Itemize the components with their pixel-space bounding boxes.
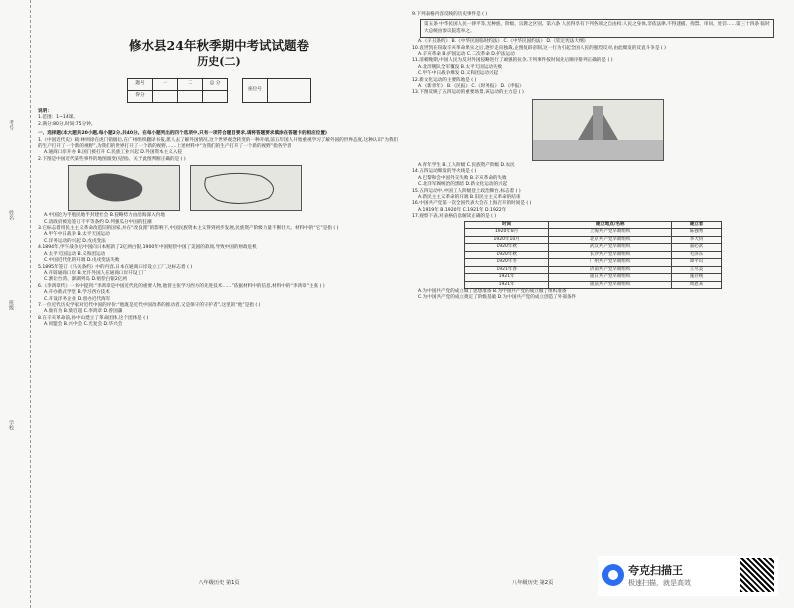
- note-item: 2.满分:80分,时间:75分钟。: [38, 121, 96, 127]
- table-row: [465, 281, 722, 289]
- question-text: 17.观察下表,对表格信息解读正确的是 ( ): [412, 214, 497, 220]
- question-list-1b: [38, 213, 400, 328]
- exam-subtitle: 历史(二): [197, 55, 241, 68]
- table-cell: 周恩来: [672, 281, 722, 289]
- table-cell: 1920年秋: [465, 244, 549, 252]
- question-text: 10.袁世凯在窃取辛亥革命果实之后,逐步走向独裁,企图复辟帝制,这一行为引起全国人民的强烈反对,由此爆发的反袁斗争是 ( ): [412, 45, 666, 51]
- qr-code-icon: [740, 558, 774, 592]
- question-options: C.洋务运动的兴起 D.戊戌变法: [44, 238, 106, 244]
- table-cell: 李大钊: [672, 236, 722, 244]
- table-row: [465, 236, 722, 244]
- table-cell: 谭平山: [672, 259, 722, 267]
- strip-label: 姓名: [8, 210, 14, 220]
- seat-table: [242, 78, 311, 103]
- map-illustration: [191, 166, 301, 210]
- question-options: A.开辟通商口岸 B.允许外国人在通商口岸开设工厂: [44, 270, 147, 276]
- binding-strip: [0, 0, 31, 608]
- question-options: A.康有为 B.梁启超 C.李鸿章 D.曾国藩: [44, 309, 123, 315]
- seat-cell: [268, 79, 311, 103]
- question-text: 8.在辛亥革命前,孙中山建立了革命团体,这个团体是 ( ): [38, 315, 149, 321]
- table-cell: 广州共产党早期组织: [549, 259, 672, 267]
- question-text: 12.新文化运动的主要阵地是 ( ): [412, 77, 477, 83]
- table-cell: 武汉共产党早期组织: [549, 244, 672, 252]
- score-area: [38, 78, 400, 103]
- question-text: 9.下列表格内容反映的历史事件是 ( ): [412, 12, 488, 17]
- table-row: [465, 244, 722, 252]
- table-cell: 1921年: [465, 281, 549, 289]
- map-figure-2: [190, 165, 302, 211]
- exam-title: 修水县24年秋季期中考试试题卷: [129, 38, 309, 53]
- table-header: 建立者: [672, 221, 722, 229]
- question-options: A.《新青年》 B.《民报》 C.《时务报》 D.《申报》: [418, 84, 524, 90]
- table-cell: 施存统: [672, 274, 722, 282]
- map-illustration: [69, 166, 179, 210]
- question-options: A.同盟会 B.兴中会 C.光复会 D.华兴会: [44, 322, 123, 328]
- scanner-name: 夸克扫描王: [628, 564, 683, 577]
- question-text: 6.《李鸿章传》一书中提到:“李鸿章是中国近代化的重要人物,他曾主张学习西方的先进技术……”依据材料中的信息,材料中的“李鸿章”主张 ( ): [38, 283, 325, 289]
- question-options: A.新民主主义革命的开端 B.旧民主主义革命的结束: [418, 194, 521, 200]
- question-options: A.《辛丑条约》 B.《中华民国临时约法》 C.《中华民国约法》 D.《钦定宪法大纲》: [418, 39, 589, 45]
- question-options: A.太平天国运动 B.义和团运动: [44, 251, 106, 257]
- notes-label: 说明：: [38, 109, 52, 114]
- question-options: C.清政府被迫签订不平等条约 D.列强瓜分中国的狂潮: [44, 219, 152, 225]
- score-cell: [178, 91, 203, 103]
- table-header: 建立地点/名称: [549, 221, 672, 229]
- strip-label: 学校: [8, 420, 14, 430]
- question-text: 1.《中国近代史》载:林则徐在虎门销烟后,在广州组织翻译书报,派人去了解外国情况,这个世界观念转变的一种开端,前五年国人开始重视学习了解外国的世界态度,这种认识“为我们的生产打开了一个新的视野”,为我们的世界打开了一个新的视野,……上述材料中“为我们的生产打开了一个新的视野”指各学者: [38, 137, 399, 150]
- question-options: C.中国近代化的开端 D.戊戌变法失败: [44, 258, 120, 264]
- score-header: 二: [178, 79, 203, 91]
- table-cell: 董必武: [672, 244, 722, 252]
- table-cell: 上海共产党早期组织: [549, 229, 672, 237]
- table-row: [465, 274, 722, 282]
- question-text: 14.五四运动爆发的导火线是 ( ): [412, 169, 477, 175]
- note-item: 1.范围：1~14课。: [38, 115, 78, 121]
- table-cell: 1920年冬: [465, 259, 549, 267]
- question-text: 7.一位近代历史学家对近代中国的评价:“他既是近代中国改革的推动者,又是保守的守护者”,这里的“他”是指 ( ): [38, 302, 261, 308]
- question-options: C.开设洋务企业 D.创办近代海军: [44, 296, 111, 302]
- question-options: A.通商口岸开办 B.国门被打开 C.民族工业兴起 D.外国资本主义入侵: [44, 150, 183, 156]
- score-table: [127, 78, 228, 103]
- score-header: 总 分: [203, 79, 228, 91]
- table-cell: 1920年10月: [465, 236, 549, 244]
- question-options: C.割让台湾、澎湖列岛 D.赔偿白银2亿两: [44, 277, 127, 283]
- question-text: 5.1895年签订《马关条约》中的内容,日本在通商口岸设立工厂,这标志着 ( ): [38, 264, 193, 270]
- table-cell: 长沙共产党早期组织: [549, 251, 672, 259]
- question-text: 3.它标志着用民主主义革命改造旧的国家,并在“改良派”的影响下,中国民族资本主义得到初步发展,民族资产阶级力量不断壮大。材料中的“它”是指 ( ): [38, 226, 339, 232]
- table-cell: 1921年: [465, 274, 549, 282]
- table-row: [465, 266, 722, 274]
- page-footer: 八年级历史 第2页: [512, 579, 554, 586]
- question-options: A.1919年 B.1920年 C.1921年 D.1922年: [418, 207, 507, 213]
- question-options: A.甲午中日战争 B.太平天国运动: [44, 232, 110, 238]
- quote-box: 第五条 中华民国人民一律平等,无种族、阶级、宗教之区别。第六条 人民得享有下列各项之自由权:人民之身体,非依法律,不得逮捕、拘禁、审问、处罚……第三十四条 临时大总统由参议院选举之。: [420, 19, 774, 38]
- question-options: A.为中国共产党的成立做了思想准备 B.为中国共产党的成立做了组织准备: [418, 289, 567, 295]
- question-text: 4.1894年,甲午战争后中国向日本赔款了2亿两白银,1900年中国赔偿中国了美国的款项,导致中国的财政危机: [38, 245, 257, 251]
- table-cell: 王尽美: [672, 266, 722, 274]
- question-options: A.辛亥革命 B.护国运动 C.二次革命 D.护法运动: [418, 52, 515, 58]
- table-cell: 旅法共产党早期组织: [549, 281, 672, 289]
- question-text: 16.中国共产党第一次全国代表大会在上海召开的时间是 ( ): [412, 201, 532, 207]
- strip-label: 考号: [8, 120, 14, 130]
- photo-figure: [532, 99, 664, 161]
- question-list-1: [38, 138, 400, 164]
- table-cell: 济南共产党早期组织: [549, 266, 672, 274]
- question-text: 13.下图反映了五四运动的重要场景,该运动的主力是 ( ): [412, 90, 524, 96]
- section-heading: 一、选择题(本大题共20小题,每小题2分,共40分。在每小题列出的四个选项中,只有一项符合题目要求,请将答题要求填涂在答题卡的相应位置): [38, 131, 328, 137]
- question-options: C.为中国共产党的成立奠定了阶级基础 D.为中国共产党的成立创造了外部条件: [418, 295, 577, 301]
- table-row: [465, 259, 722, 267]
- question-options: C.甲午中日战争爆发 D.义和团运动兴起: [418, 71, 499, 77]
- question-text: 15.五四运动中,中国工人阶级登上政治舞台,标志着 ( ): [412, 188, 521, 194]
- data-table: [464, 221, 722, 290]
- table-cell: 毛泽东: [672, 251, 722, 259]
- table-cell: 1920年秋: [465, 251, 549, 259]
- table-cell: 陈独秀: [672, 229, 722, 237]
- page-1: [38, 38, 400, 586]
- table-header: 时间: [465, 221, 549, 229]
- monument-illustration: [533, 100, 663, 160]
- table-row: [465, 251, 722, 259]
- question-text: 11.清朝晚期,中国人民为反对外国侵略进行了顽强的抗争,下列事件按时间先后顺序排列正确的是 ( ): [412, 58, 613, 64]
- question-options: A.巴黎和会中国外交失败 B.辛亥革命的失败: [418, 175, 507, 181]
- seat-label: 座位号: [243, 79, 268, 103]
- map-figures: [68, 165, 400, 211]
- map-figure-1: [68, 165, 180, 211]
- table-cell: 1921年春: [465, 266, 549, 274]
- score-header: 题号: [128, 79, 153, 91]
- table-row: [465, 229, 722, 237]
- notes: [38, 109, 400, 128]
- page-footer: 八年级历史 第1页: [198, 579, 240, 586]
- scanner-slogan: 极速扫描，就是高效: [628, 579, 691, 587]
- score-header: 一: [153, 79, 178, 91]
- scanner-watermark: [598, 556, 778, 596]
- table-cell: 北京共产党早期组织: [549, 236, 672, 244]
- question-options: A.青年学生 B.工人阶级 C.民族资产阶级 D.农民: [418, 162, 515, 168]
- page-2: [412, 12, 782, 586]
- score-row-label: 得分: [128, 91, 153, 103]
- question-options: A.开办新式学堂 B.学习西方技术: [44, 290, 110, 296]
- scanner-logo-icon: [602, 564, 624, 586]
- question-text: 2.下图是中国近代某些事件的地图演变(见图)。关于此图判断正确的是 ( ): [38, 156, 186, 162]
- table-cell: 1920年8月: [465, 229, 549, 237]
- question-options: C.北洋军阀统治的黑暗 D.新文化运动的兴起: [418, 182, 508, 188]
- score-cell: [203, 91, 228, 103]
- table-cell: 旅日共产党早期组织: [549, 274, 672, 282]
- score-cell: [153, 91, 178, 103]
- question-options: A.中国沦为半殖民地半封建社会 B.侵略势力由沿海深入内地: [44, 213, 165, 219]
- strip-label: 班级: [8, 300, 14, 310]
- question-options: A.北洋舰队全军覆没 B.太平天国运动失败: [418, 64, 503, 70]
